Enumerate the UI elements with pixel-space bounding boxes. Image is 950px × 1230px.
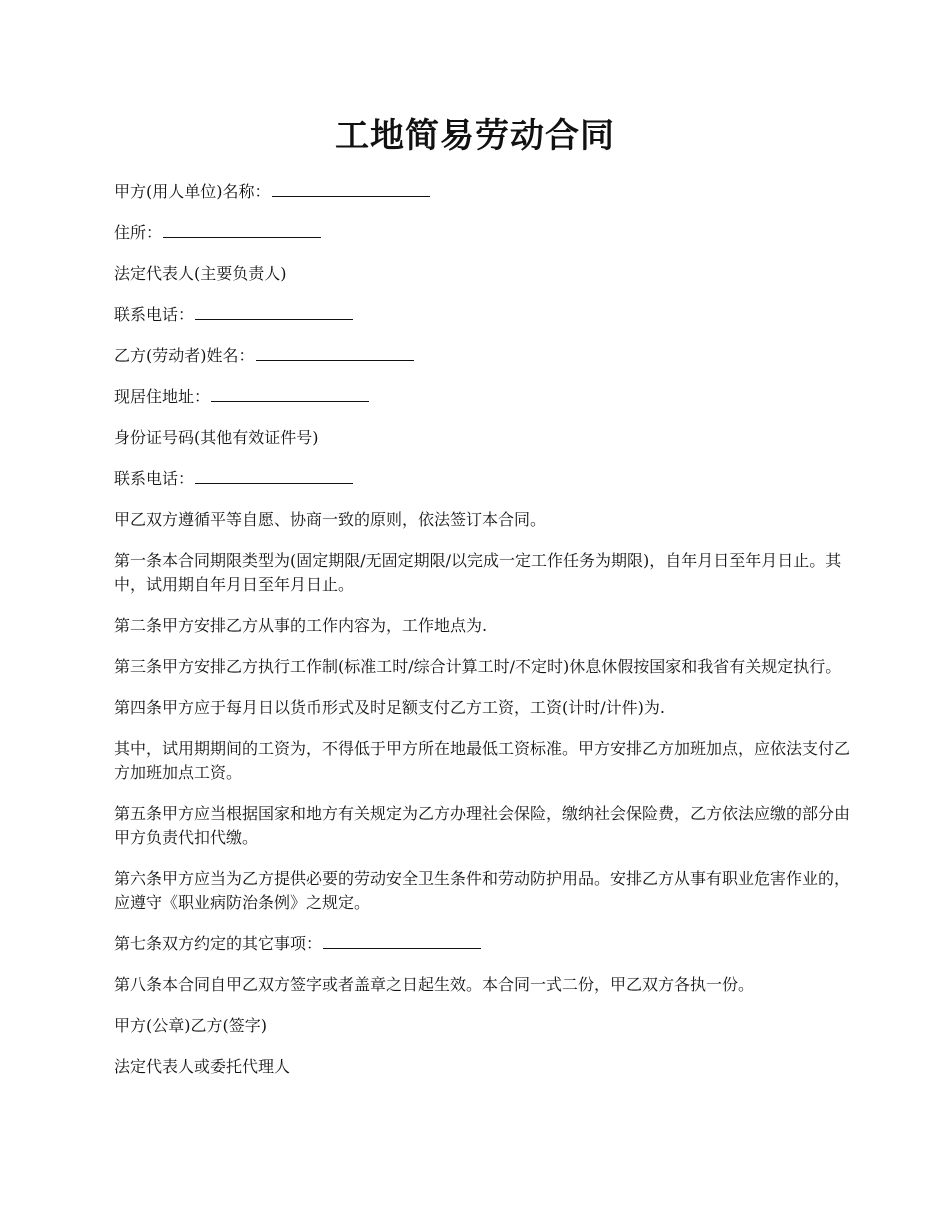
phone-a-field (114, 303, 856, 327)
article-7-blank (323, 932, 481, 949)
address-blank (163, 221, 321, 238)
party-a-name-field (114, 180, 856, 204)
document-title: 工地简易劳动合同 (335, 116, 615, 156)
party-b-name-field (114, 344, 856, 368)
article-6: 第六条甲方应当为乙方提供必要的劳动安全卫生条件和劳动防护用品。安排乙方从事有职业危害作业的，应遵守《职业病防治条例》之规定。 (114, 869, 851, 912)
phone-b-blank (195, 467, 353, 484)
address-field (114, 221, 856, 245)
article-2: 第二条甲方安排乙方从事的工作内容为，工作地点为. (114, 616, 488, 635)
article-7-label: 第七条双方约定的其它事项： (114, 934, 323, 953)
phone-a-label: 联系电话： (114, 305, 195, 324)
phone-b-field (114, 467, 856, 491)
phone-a-blank (195, 303, 353, 320)
preamble: 甲乙双方遵循平等自愿、协商一致的原则，依法签订本合同。 (114, 510, 547, 529)
party-b-name-label: 乙方(劳动者)姓名： (114, 346, 255, 365)
article-7 (114, 932, 856, 956)
signature-line-1: 甲方(公章)乙方(签字) (114, 1016, 267, 1035)
article-1: 第一条本合同期限类型为(固定期限/无固定期限/以完成一定工作任务为期限)，自年月日至年月日止。其中，试用期自年月日至年月日止。 (114, 551, 842, 594)
party-a-name-blank (272, 180, 430, 197)
id-number-field: 身份证号码(其他有效证件号) (114, 428, 319, 447)
legal-rep-field: 法定代表人(主要负责人) (114, 264, 287, 283)
article-3: 第三条甲方安排乙方执行工作制(标准工时/综合计算工时/不定时)休息休假按国家和我省有关规定执行。 (114, 657, 842, 676)
signature-line-2: 法定代表人或委托代理人 (114, 1057, 291, 1076)
current-address-field (114, 385, 856, 409)
article-5: 第五条甲方应当根据国家和地方有关规定为乙方办理社会保险，缴纳社会保险费，乙方依法应缴的部分由甲方负责代扣代缴。 (114, 804, 851, 847)
document-body (114, 180, 856, 1096)
party-b-name-blank (256, 344, 414, 361)
current-address-label: 现居住地址： (114, 387, 211, 406)
article-4-continued: 其中，试用期期间的工资为，不得低于甲方所在地最低工资标准。甲方安排乙方加班加点，应依法支付乙方加班加点工资。 (114, 739, 851, 782)
current-address-blank (211, 385, 369, 402)
article-8: 第八条本合同自甲乙双方签字或者盖章之日起生效。本合同一式二份，甲乙双方各执一份。 (114, 975, 755, 994)
party-a-name-label: 甲方(用人单位)名称： (114, 182, 271, 201)
address-label: 住所： (114, 223, 163, 242)
article-4: 第四条甲方应于每月日以货币形式及时足额支付乙方工资，工资(计时/计件)为. (114, 698, 665, 717)
phone-b-label: 联系电话： (114, 469, 195, 488)
